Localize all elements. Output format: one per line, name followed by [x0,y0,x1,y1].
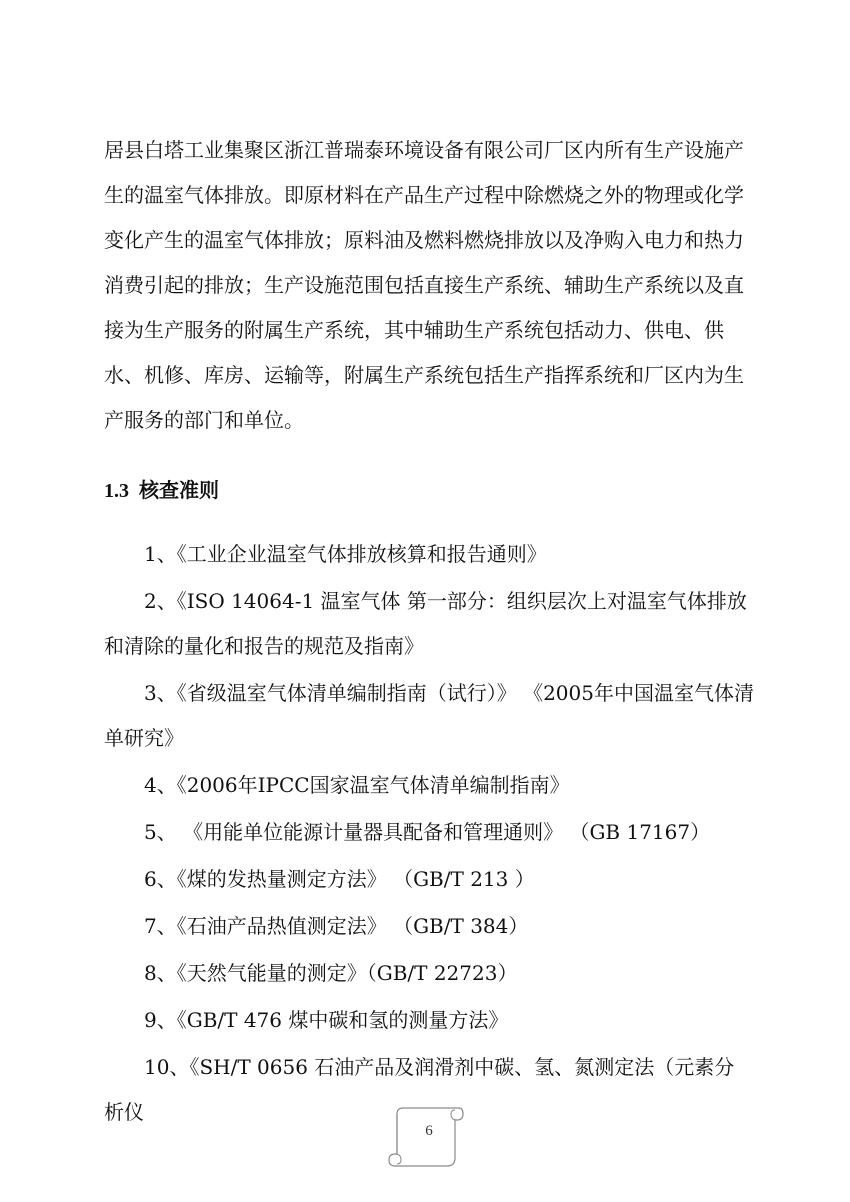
criteria-list [104,532,754,1135]
criteria-item: 8、《天然气能量的测定》（GB/T 22723） [144,961,518,985]
criteria-item: 7、《石油产品热值测定法》 （GB/T 384） [144,914,529,938]
criteria-item: 10、《SH/T 0656 石油产品及润滑剂中碳、氢、氮测定法（元素分析仪 [104,1055,735,1124]
criteria-item: 4、《2006年IPCC国家温室气体清单编制指南》 [144,773,570,797]
criteria-item: 2、《ISO 14064-1 温室气体 第一部分：组织层次上对温室气体排放和清除的量化和报告的规范及指南》 [104,589,747,658]
section-number: 1.3 [104,480,129,502]
criteria-item: 5、 《用能单位能源计量器具配备和管理通则》 （GB 17167） [144,820,711,844]
section-title: 核查准则 [139,478,219,502]
criteria-item: 1、《工业企业温室气体排放核算和报告通则》 [144,542,547,566]
criteria-item: 3、《省级温室气体清单编制指南（试行）》 《2005年中国温室气体清单研究》 [104,681,754,750]
page-number: 6 [425,1123,433,1139]
intro-paragraph: 居县白塔工业集聚区浙江普瑞泰环境设备有限公司厂区内所有生产设施产生的温室气体排放。即原材料在产品生产过程中除燃烧之外的物理或化学变化产生的温室气体排放；原料油及燃料燃烧排放以及净购入电力和热力消费引起的排放；生产设施范围包括直接生产系统、辅助生产系统以及直接为生产服务的附属生产系统，其中辅助生产系统包括动力、供电、供水、机修、库房、运输等，附属生产系统包括生产指挥系统和厂区内为生产服务的部门和单位。 [104,138,744,432]
criteria-item: 9、《GB/T 476 煤中碳和氢的测量方法》 [144,1008,509,1032]
criteria-item: 6、《煤的发热量测定方法》 （GB/T 213 ） [144,867,535,891]
section-heading [104,468,219,514]
